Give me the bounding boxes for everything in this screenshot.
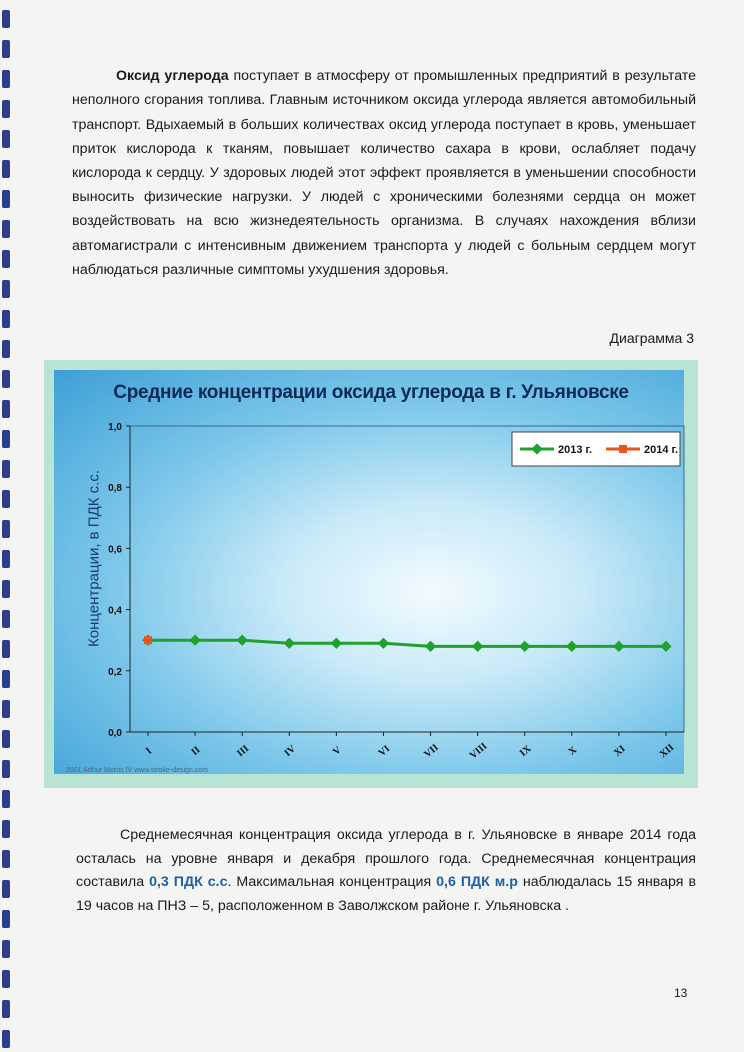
binding-ring xyxy=(2,400,10,418)
highlight-max: 0,6 ПДК м.р xyxy=(436,874,518,891)
binding-ring xyxy=(2,520,10,538)
data-point xyxy=(425,641,436,652)
spiral-binding xyxy=(0,0,14,1052)
legend-label: 2013 г. xyxy=(558,444,593,456)
y-axis-label: Концентрации, в ПДК с.с. xyxy=(85,470,103,647)
data-point xyxy=(284,638,295,649)
paragraph-text: наблюдалась 15 января в 19 часов на ПНЗ – 5, расположенном в Заволжском районе г. Ульяновска . xyxy=(76,874,696,914)
chart-frame xyxy=(44,360,698,788)
binding-ring xyxy=(2,130,10,148)
data-point xyxy=(331,638,342,649)
x-tick-label: XII xyxy=(657,742,677,761)
x-tick-label: II xyxy=(189,744,203,758)
binding-ring xyxy=(2,550,10,568)
binding-ring xyxy=(2,190,10,208)
binding-ring xyxy=(2,460,10,478)
x-tick-label: VI xyxy=(376,743,393,759)
binding-ring xyxy=(2,610,10,628)
binding-ring xyxy=(2,160,10,178)
line-chart xyxy=(44,360,698,788)
paragraph-co-intro xyxy=(72,64,696,282)
data-point xyxy=(519,641,530,652)
binding-ring xyxy=(2,430,10,448)
paragraph-text: Среднемесячная концентрация оксида углерода в г. Ульяновске в январе 2014 года осталась на уровне января и декабря прошлого года. Среднемесячная концентрация составила xyxy=(76,827,696,891)
binding-ring xyxy=(2,820,10,838)
data-point xyxy=(378,638,389,649)
binding-ring xyxy=(2,250,10,268)
x-tick-label: V xyxy=(331,744,344,758)
x-tick-label: VII xyxy=(422,742,441,761)
binding-ring xyxy=(2,880,10,898)
binding-ring xyxy=(2,670,10,688)
binding-ring xyxy=(2,580,10,598)
binding-ring xyxy=(2,70,10,88)
binding-ring xyxy=(2,100,10,118)
data-point xyxy=(144,636,152,644)
binding-ring xyxy=(2,760,10,778)
x-tick-label: VIII xyxy=(467,740,490,762)
x-tick-label: III xyxy=(235,743,252,760)
bold-term: Оксид углерода xyxy=(116,68,229,85)
binding-ring xyxy=(2,1000,10,1018)
watermark-text: 2001 Arthur Morris IV www.stroke-design.com xyxy=(66,767,208,774)
chart-title: Средние концентрации оксида углерода в г. Ульяновске xyxy=(113,382,629,403)
data-point xyxy=(613,641,624,652)
series-line-0 xyxy=(148,640,666,646)
y-tick-label: 0,0 xyxy=(108,728,122,739)
binding-ring xyxy=(2,640,10,658)
binding-ring xyxy=(2,850,10,868)
binding-ring xyxy=(2,310,10,328)
x-tick-label: X xyxy=(566,744,580,758)
binding-ring xyxy=(2,1030,10,1048)
binding-ring xyxy=(2,490,10,508)
binding-ring xyxy=(2,370,10,388)
x-tick-label: XI xyxy=(612,743,628,759)
data-point xyxy=(660,641,671,652)
binding-ring xyxy=(2,940,10,958)
x-tick-label: I xyxy=(143,745,154,757)
diagram-label: Диаграмма 3 xyxy=(609,330,694,346)
page-number: 13 xyxy=(674,986,688,1000)
plot-area xyxy=(130,426,684,732)
paragraph-co-january xyxy=(76,824,696,918)
binding-ring xyxy=(2,280,10,298)
binding-ring xyxy=(2,340,10,358)
binding-ring xyxy=(2,970,10,988)
highlight-avg: 0,3 ПДК с.с xyxy=(149,874,228,891)
binding-ring xyxy=(2,40,10,58)
binding-ring xyxy=(2,790,10,808)
data-point xyxy=(237,635,248,646)
binding-ring xyxy=(2,730,10,748)
y-tick-label: 0,2 xyxy=(108,666,122,678)
data-point xyxy=(189,635,200,646)
y-tick-label: 1,0 xyxy=(108,422,122,433)
binding-ring xyxy=(2,910,10,928)
binding-ring xyxy=(2,700,10,718)
x-tick-label: IX xyxy=(517,743,534,759)
legend-label: 2014 г. xyxy=(644,444,679,456)
legend-marker xyxy=(619,445,627,453)
data-point xyxy=(566,641,577,652)
data-point xyxy=(472,641,483,652)
paragraph-text: . Максимальная концентрация xyxy=(227,874,437,891)
y-tick-label: 0,4 xyxy=(108,605,122,617)
binding-ring xyxy=(2,10,10,28)
y-tick-label: 0,8 xyxy=(108,483,122,495)
x-tick-label: IV xyxy=(282,743,299,759)
y-tick-label: 0,6 xyxy=(108,544,122,556)
binding-ring xyxy=(2,220,10,238)
paragraph-text: поступает в атмосферу от промышленных предприятий в результате неполного сгорания топлива. Главным источником оксида углерода является автомобильный транспорт. Вдыхаемый в больших количествах оксид углерода поступает в кровь, уменьшает приток кислорода к тканям, повышает количество сахара в крови, ослабляет подачу кислорода к сердцу. У здоровых людей этот эффект проявляется в уменьшении способности выносить физические нагрузки. У людей с хроническими болезнями сердца он может воздействовать на всю жизнедеятельность организма. В случаях нахождения вблизи автомагистрали с интенсивным движением транспорта у людей с больным сердцем могут наблюдаться различные симптомы ухудшения здоровья. xyxy=(72,68,696,278)
